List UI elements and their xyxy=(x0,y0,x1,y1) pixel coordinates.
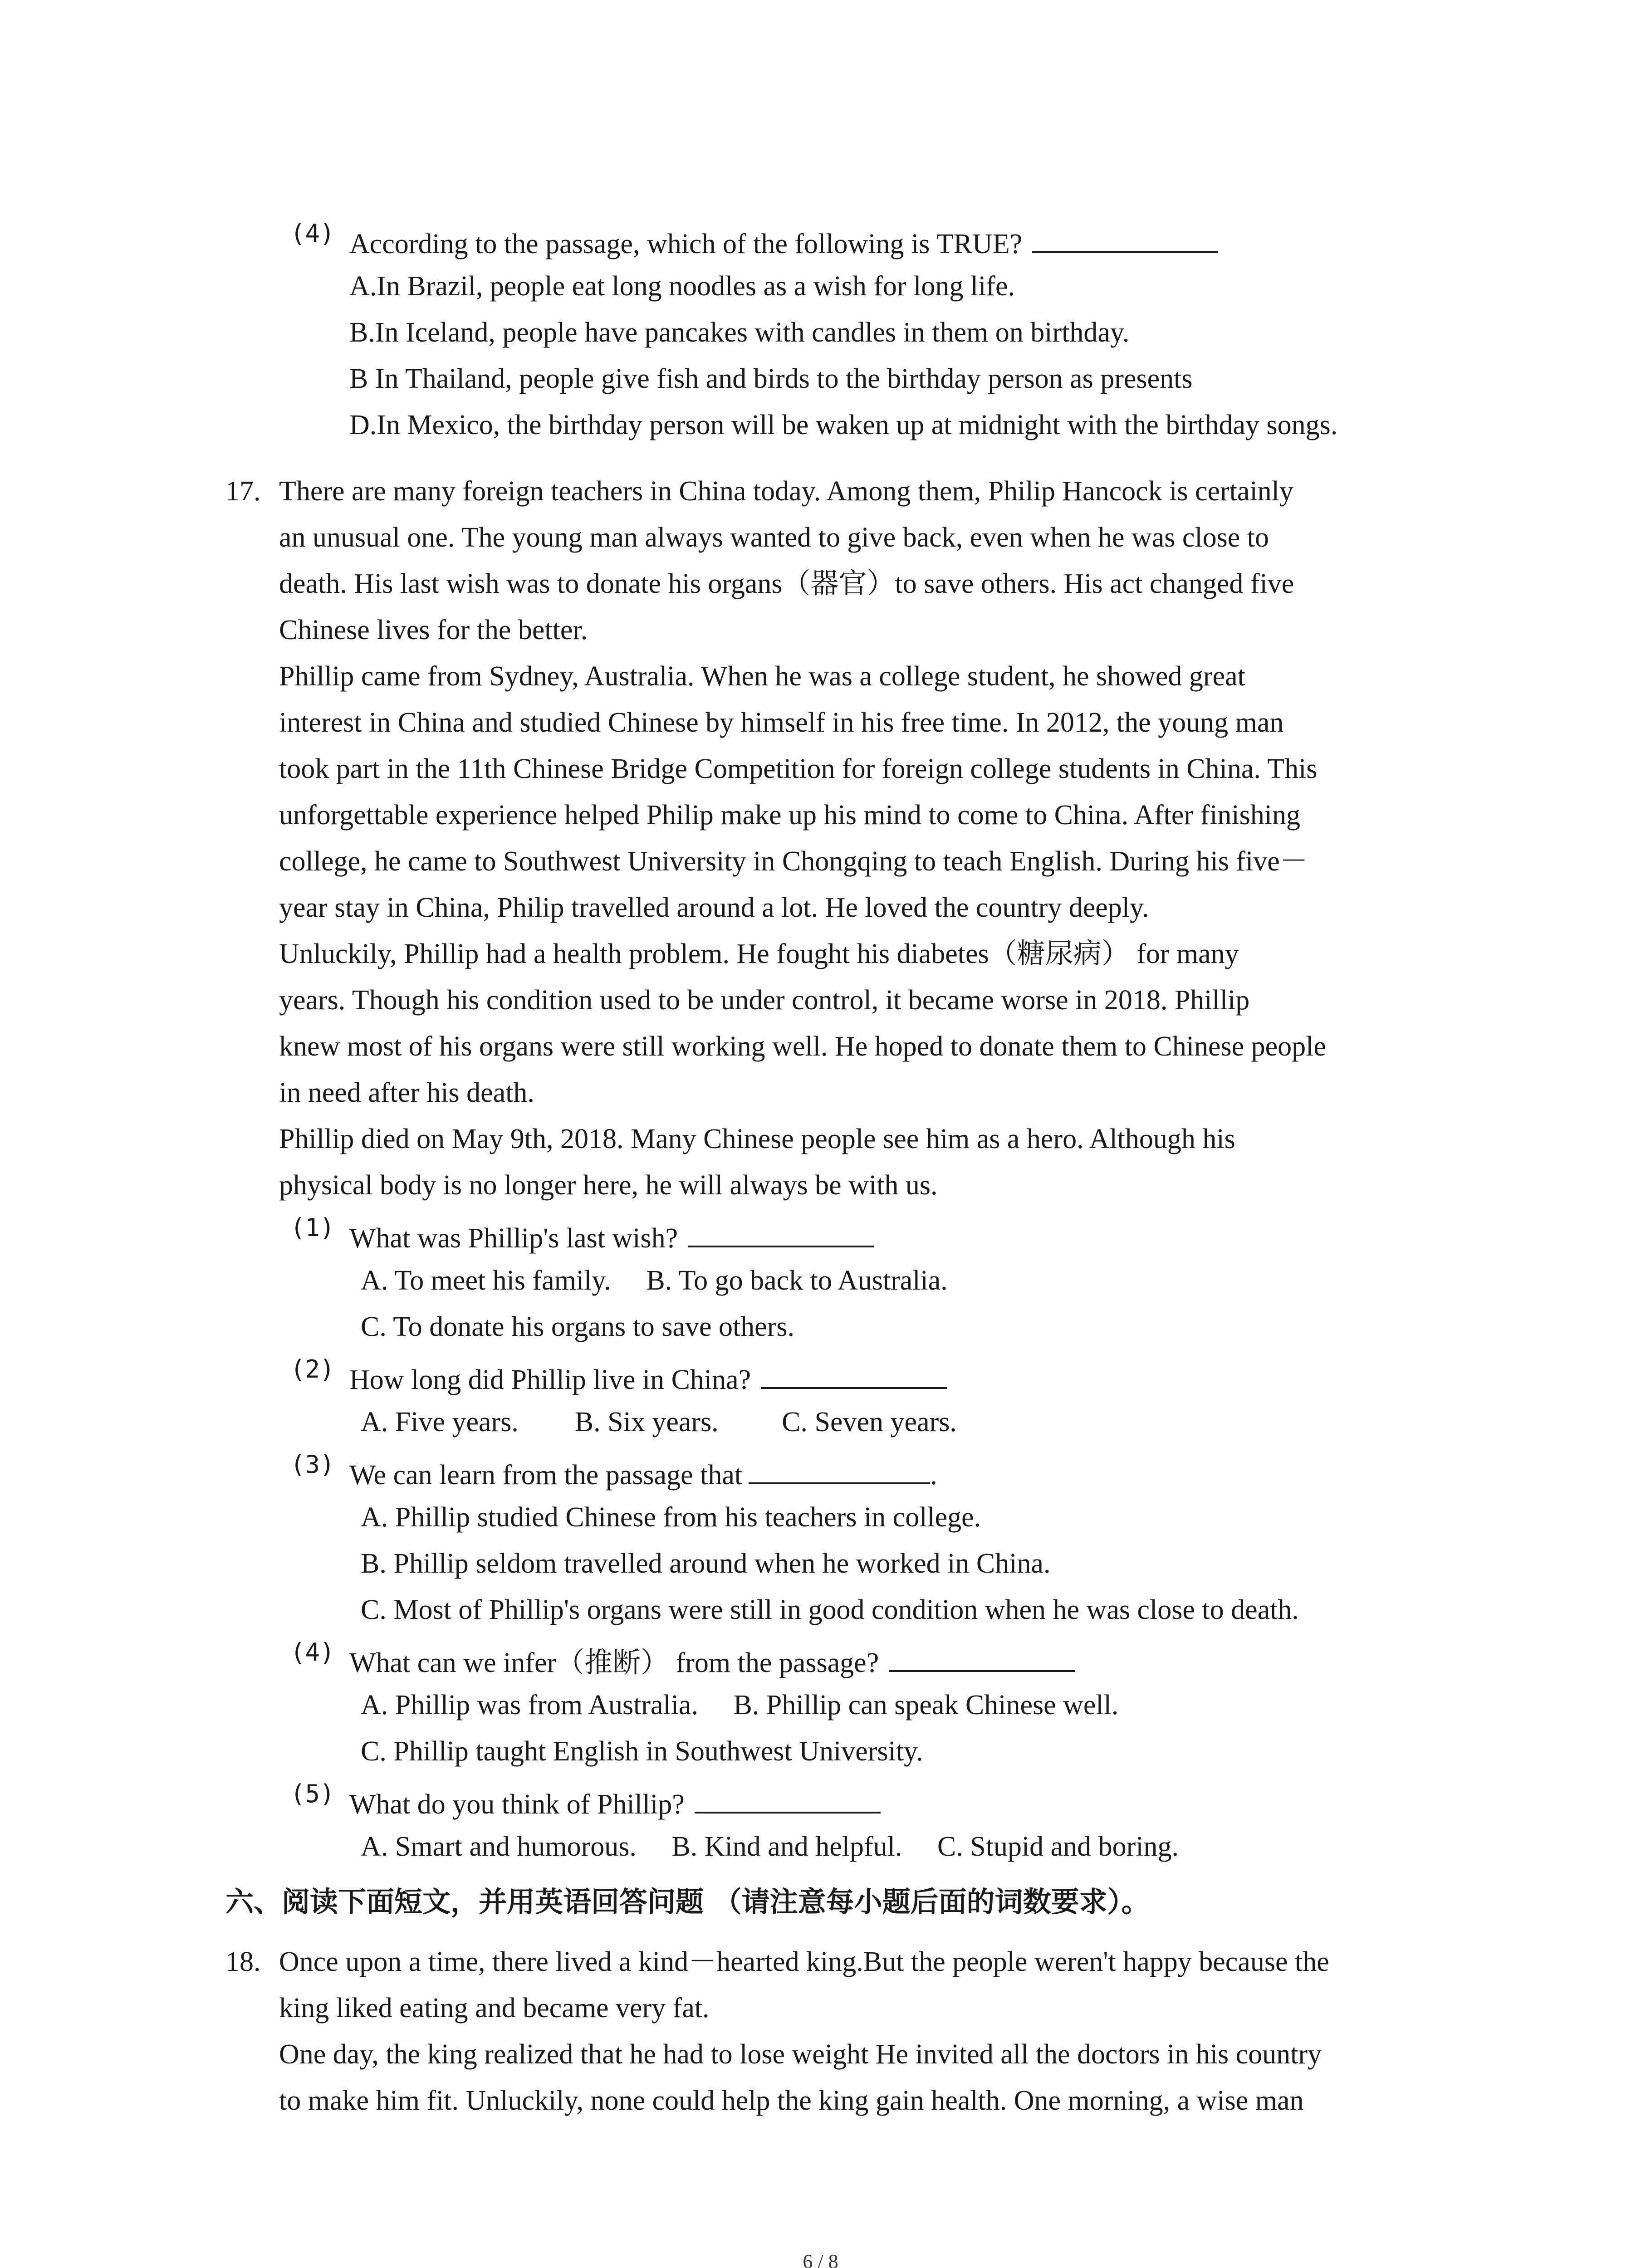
q17-sub4-options-line: A. Phillip was from Australia. B. Phillip can speak Chinese well. xyxy=(361,1690,1119,1721)
q17-sub2-number: (2) xyxy=(290,1355,335,1383)
answer-blank[interactable] xyxy=(761,1362,947,1389)
q17-sub5-number: (5) xyxy=(290,1779,335,1808)
q17-passage-line: in need after his death. xyxy=(279,1077,534,1108)
q17-passage-line: took part in the 11th Chinese Bridge Competition for foreign college students in China. This xyxy=(279,753,1318,784)
answer-blank[interactable] xyxy=(749,1457,930,1484)
q17-passage-line: Phillip died on May 9th, 2018. Many Chinese people see him as a hero. Although his xyxy=(279,1124,1235,1154)
q17-sub4-number: (4) xyxy=(290,1638,335,1667)
q17-sub1-question-text: What was Phillip's last wish? xyxy=(349,1223,678,1254)
q17-sub2-question xyxy=(349,1362,947,1394)
q17-sub3-question xyxy=(349,1457,937,1489)
q17-sub1-question xyxy=(349,1220,874,1252)
q17-passage-line: Phillip came from Sydney, Australia. When he was a college student, he showed great xyxy=(279,661,1245,692)
q17-sub1-options-line: A. To meet his family. B. To go back to Australia. xyxy=(361,1265,948,1296)
q17-passage-line: college, he came to Southwest University in Chongqing to teach English. During his five－ xyxy=(279,846,1308,877)
q16-sub4-question xyxy=(349,226,1218,258)
q17-sub2-question-text: How long did Phillip live in China? xyxy=(349,1364,751,1395)
q17-sub4-question xyxy=(349,1645,1075,1677)
q17-sub3-option-b: B. Phillip seldom travelled around when he worked in China. xyxy=(361,1548,1051,1579)
q17-passage-line: knew most of his organs were still working well. He hoped to donate them to Chinese people xyxy=(279,1031,1326,1062)
q17-passage-line: years. Though his condition used to be under control, it became worse in 2018. Phillip xyxy=(279,985,1250,1016)
q16-sub4-option-c: B In Thailand, people give fish and birds to the birthday person as presents xyxy=(349,363,1193,394)
answer-blank[interactable] xyxy=(889,1645,1075,1672)
q17-passage-line: death. His last wish was to donate his organs（器官）to save others. His act changed five xyxy=(279,568,1294,599)
q16-sub4-question-text: According to the passage, which of the following is TRUE? xyxy=(349,229,1023,259)
q17-sub1-number: (1) xyxy=(290,1213,335,1242)
q17-passage-line: physical body is no longer here, he will always be with us. xyxy=(279,1170,938,1201)
q17-sub3-option-a: A. Phillip studied Chinese from his teachers in college. xyxy=(361,1502,981,1533)
q17-sub4-options-line: C. Phillip taught English in Southwest University. xyxy=(361,1736,923,1767)
q17-passage-line: There are many foreign teachers in China today. Among them, Philip Hancock is certainly xyxy=(279,476,1293,507)
q17-passage-line: an unusual one. The young man always wanted to give back, even when he was close to xyxy=(279,522,1269,553)
answer-blank[interactable] xyxy=(695,1786,881,1813)
q17-passage-line: unforgettable experience helped Philip make up his mind to come to China. After finishing xyxy=(279,800,1301,831)
q17-number: 17. xyxy=(225,476,261,507)
q17-sub1-options-line: C. To donate his organs to save others. xyxy=(361,1311,794,1342)
q17-sub3-question-text: We can learn from the passage that xyxy=(349,1460,743,1491)
q18-passage-line: One day, the king realized that he had to lose weight He invited all the doctors in his country xyxy=(279,2039,1322,2070)
q16-sub4-number: (4) xyxy=(290,219,335,248)
q17-passage-line: interest in China and studied Chinese by himself in his free time. In 2012, the young man xyxy=(279,707,1284,738)
q16-sub4-option-d: D.In Mexico, the birthday person will be waken up at midnight with the birthday songs. xyxy=(349,410,1338,440)
page-number: 6 / 8 xyxy=(803,2250,838,2268)
q17-sub3-question-suffix: . xyxy=(930,1460,937,1491)
answer-blank[interactable] xyxy=(1032,226,1218,253)
q16-sub4-option-a: A.In Brazil, people eat long noodles as a wish for long life. xyxy=(349,271,1015,302)
q17-passage-line: Chinese lives for the better. xyxy=(279,615,588,645)
answer-blank[interactable] xyxy=(688,1220,874,1247)
q17-sub3-number: (3) xyxy=(290,1450,335,1479)
q18-passage-line: to make him fit. Unluckily, none could help the king gain health. One morning, a wise man xyxy=(279,2085,1304,2116)
q18-passage-line: Once upon a time, there lived a kind－hearted king.But the people weren't happy because the xyxy=(279,1946,1329,1977)
q17-sub5-options-line: A. Smart and humorous. B. Kind and helpful. C. Stupid and boring. xyxy=(361,1831,1179,1862)
q18-number: 18. xyxy=(225,1946,261,1977)
section-6-heading: 六、阅读下面短文，并用英语回答问题 （请注意每小题后面的词数要求）。 xyxy=(225,1885,1150,1918)
q18-passage-line: king liked eating and became very fat. xyxy=(279,1993,710,2024)
q17-sub5-question xyxy=(349,1786,881,1818)
q17-passage-line: Unluckily, Phillip had a health problem. He fought his diabetes（糖尿病） for many xyxy=(279,938,1239,969)
q17-sub2-options-line: A. Five years. B. Six years. C. Seven years. xyxy=(361,1407,957,1437)
q17-sub4-question-text: What can we infer（推断） from the passage? xyxy=(349,1647,879,1678)
q17-sub5-question-text: What do you think of Phillip? xyxy=(349,1789,685,1820)
q17-sub3-option-c: C. Most of Phillip's organs were still in good condition when he was close to death. xyxy=(361,1594,1299,1625)
q16-sub4-option-b: B.In Iceland, people have pancakes with candles in them on birthday. xyxy=(349,317,1130,348)
q17-passage-line: year stay in China, Philip travelled around a lot. He loved the country deeply. xyxy=(279,892,1149,923)
